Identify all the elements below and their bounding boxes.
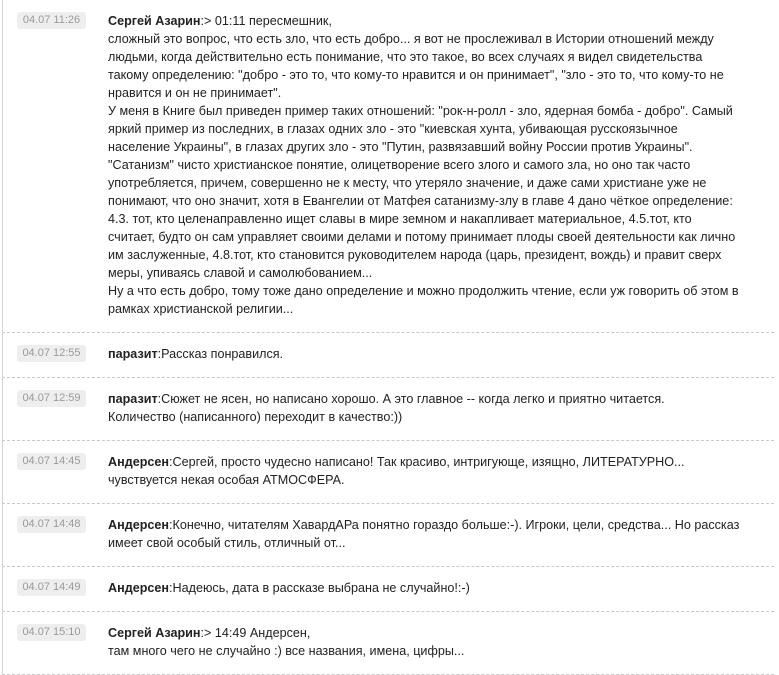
comment-timestamp[interactable]: 04.07 14:49 [17,579,86,596]
comment-line [108,390,766,408]
comment-line-text: рамках христианской религии... [108,302,294,316]
author-separator: : [169,455,173,469]
comment-line-text: Конечно, читателям ХавардАРа понятно гораздо больше:-). Игроки, цели, средства... Но рассказ [172,518,740,532]
comment-line-text: население Украины", в глазах других зло - это "Путин, развязавший войну России против Украины". [108,140,693,154]
comment-line [108,282,766,300]
comment-timestamp[interactable]: 04.07 14:48 [17,516,86,533]
comment-body [108,12,766,318]
comment-line-text: меры, упиваясь славой и самолюбованием... [108,266,373,280]
comment-line-text: Ну а что есть добро, тому тоже дано определение и можно продолжить чтение, если уж говорить об этом в [108,284,739,298]
comment-line-text: сложный это вопрос, что есть зло, что есть добро... я вот не прослеживал в Истории отношений между [108,32,714,46]
comment-line-text: понимают, что оно значит, хотя в Евангелии от Матфея сатанизму-злу в главе 4 дано чёткое определение: [108,194,733,208]
comment-item [2,333,774,378]
comment-author[interactable]: Сергей Азарин [108,626,201,640]
comment-author[interactable]: Андерсен [108,581,170,595]
author-separator: : [169,518,173,532]
comment-line-text: > 01:11 пересмешник, [204,14,332,28]
comment-item [2,567,774,612]
comment-line-text: употребляется, причем, совершенно не к месту, что утеряло значение, и даже сами христиане уже не [108,176,707,190]
comment-body [108,390,766,426]
author-separator: : [200,14,205,28]
comment-author[interactable]: Сергей Азарин [108,14,201,28]
comment-line-text: Надеюсь, дата в рассказе выбрана не случайно!:-) [172,581,470,595]
comment-line-text: > 14:49 Андерсен, [204,626,311,640]
comment-line [108,48,766,66]
comment-line-text: людьми, когда действительно есть понимание, что это такое, во всех случаях я видел свидетельства [108,50,703,64]
comment-line-text: Сюжет не ясен, но написано хорошо. А это главное -- когда легко и приятно читается. [161,392,665,406]
comment-line [108,84,766,102]
comment-body [108,345,766,363]
comment-line [108,228,766,246]
comment-line [108,66,766,84]
comment-timestamp[interactable]: 04.07 11:26 [17,12,86,29]
comment-body [108,516,766,552]
comment-line [108,120,766,138]
comment-line-text: нравится и он не принимает". [108,86,282,100]
comment-author[interactable]: паразит [108,347,158,361]
comment-author[interactable]: Андерсен [108,518,170,532]
author-separator: : [169,581,173,595]
comment-line-text: там много чего не случайно :) все названия, имена, цифры... [108,644,465,658]
comment-line [108,30,766,48]
author-separator: : [157,347,162,361]
comment-line-text: Сергей, просто чудесно написано! Так красиво, интригующе, изящно, ЛИТЕРАТУРНО... [172,455,685,469]
comment-line [108,516,766,534]
comment-timestamp[interactable]: 04.07 15:10 [17,624,86,641]
comment-body [108,579,766,597]
comment-line-text: У меня в Книге был приведен пример таких отношений: "рок-н-ролл - зло, ядерная бомба - добро". Самый [108,104,733,118]
comment-line-text: считает, будто он сам управляет своими делами и потому принимает плоды своей деятельности как лично [108,230,736,244]
comment-line [108,246,766,264]
comment-item [2,0,774,333]
comment-line [108,453,766,471]
comment-line [108,345,766,363]
comment-item [2,441,774,504]
comment-line-text: такому определению: "добро - это то, что кому-то нравится и он принимает", "зло - это то, что кому-то не [108,68,724,82]
comment-item [2,378,774,441]
comment-timestamp[interactable]: 04.07 12:55 [17,345,86,362]
comment-line [108,300,766,318]
comment-item [2,504,774,567]
comment-line [108,210,766,228]
comment-line [108,408,766,426]
comment-item [2,612,774,675]
comment-author[interactable]: паразит [108,392,158,406]
comment-line-text: им заслуженные, 4.8.тот, кто становится руководителем народа (царь, президент, вождь) и правит сверх [108,248,722,262]
comment-timestamp[interactable]: 04.07 14:45 [17,453,86,470]
comment-line-text: 4.3. тот, кто целенаправленно ищет славы в мире земном и накапливает материальное, 4.5.тот, кто [108,212,692,226]
comment-line-text: "Сатанизм" чисто христианское понятие, олицетворение всего злого и самого зла, но оно так часто [108,158,691,172]
comment-line [108,642,766,660]
comment-line [108,534,766,552]
author-separator: : [200,626,205,640]
comment-line [108,156,766,174]
comment-line [108,12,766,30]
comment-line-text: чувствуется некая особая АТМОСФЕРА. [108,473,345,487]
author-separator: : [157,392,162,406]
comment-line [108,102,766,120]
comment-line-text: имеет свой особый стиль, отличный от... [108,536,346,550]
comment-line [108,138,766,156]
comment-line-text: Рассказ понравился. [161,347,284,361]
comment-timestamp[interactable]: 04.07 12:59 [17,390,86,407]
comment-author[interactable]: Андерсен [108,455,170,469]
comment-line-text: Количество (написанного) переходит в качество:)) [108,410,403,424]
comment-line [108,174,766,192]
comment-line-text: яркий пример из последних, в глазах одних зло - это "киевская хунта, убивающая русскоязычное [108,122,678,136]
comment-line [108,471,766,489]
comment-line [108,624,766,642]
comment-body [108,624,766,660]
comment-line [108,192,766,210]
comment-line [108,579,766,597]
comment-line [108,264,766,282]
comment-body [108,453,766,489]
